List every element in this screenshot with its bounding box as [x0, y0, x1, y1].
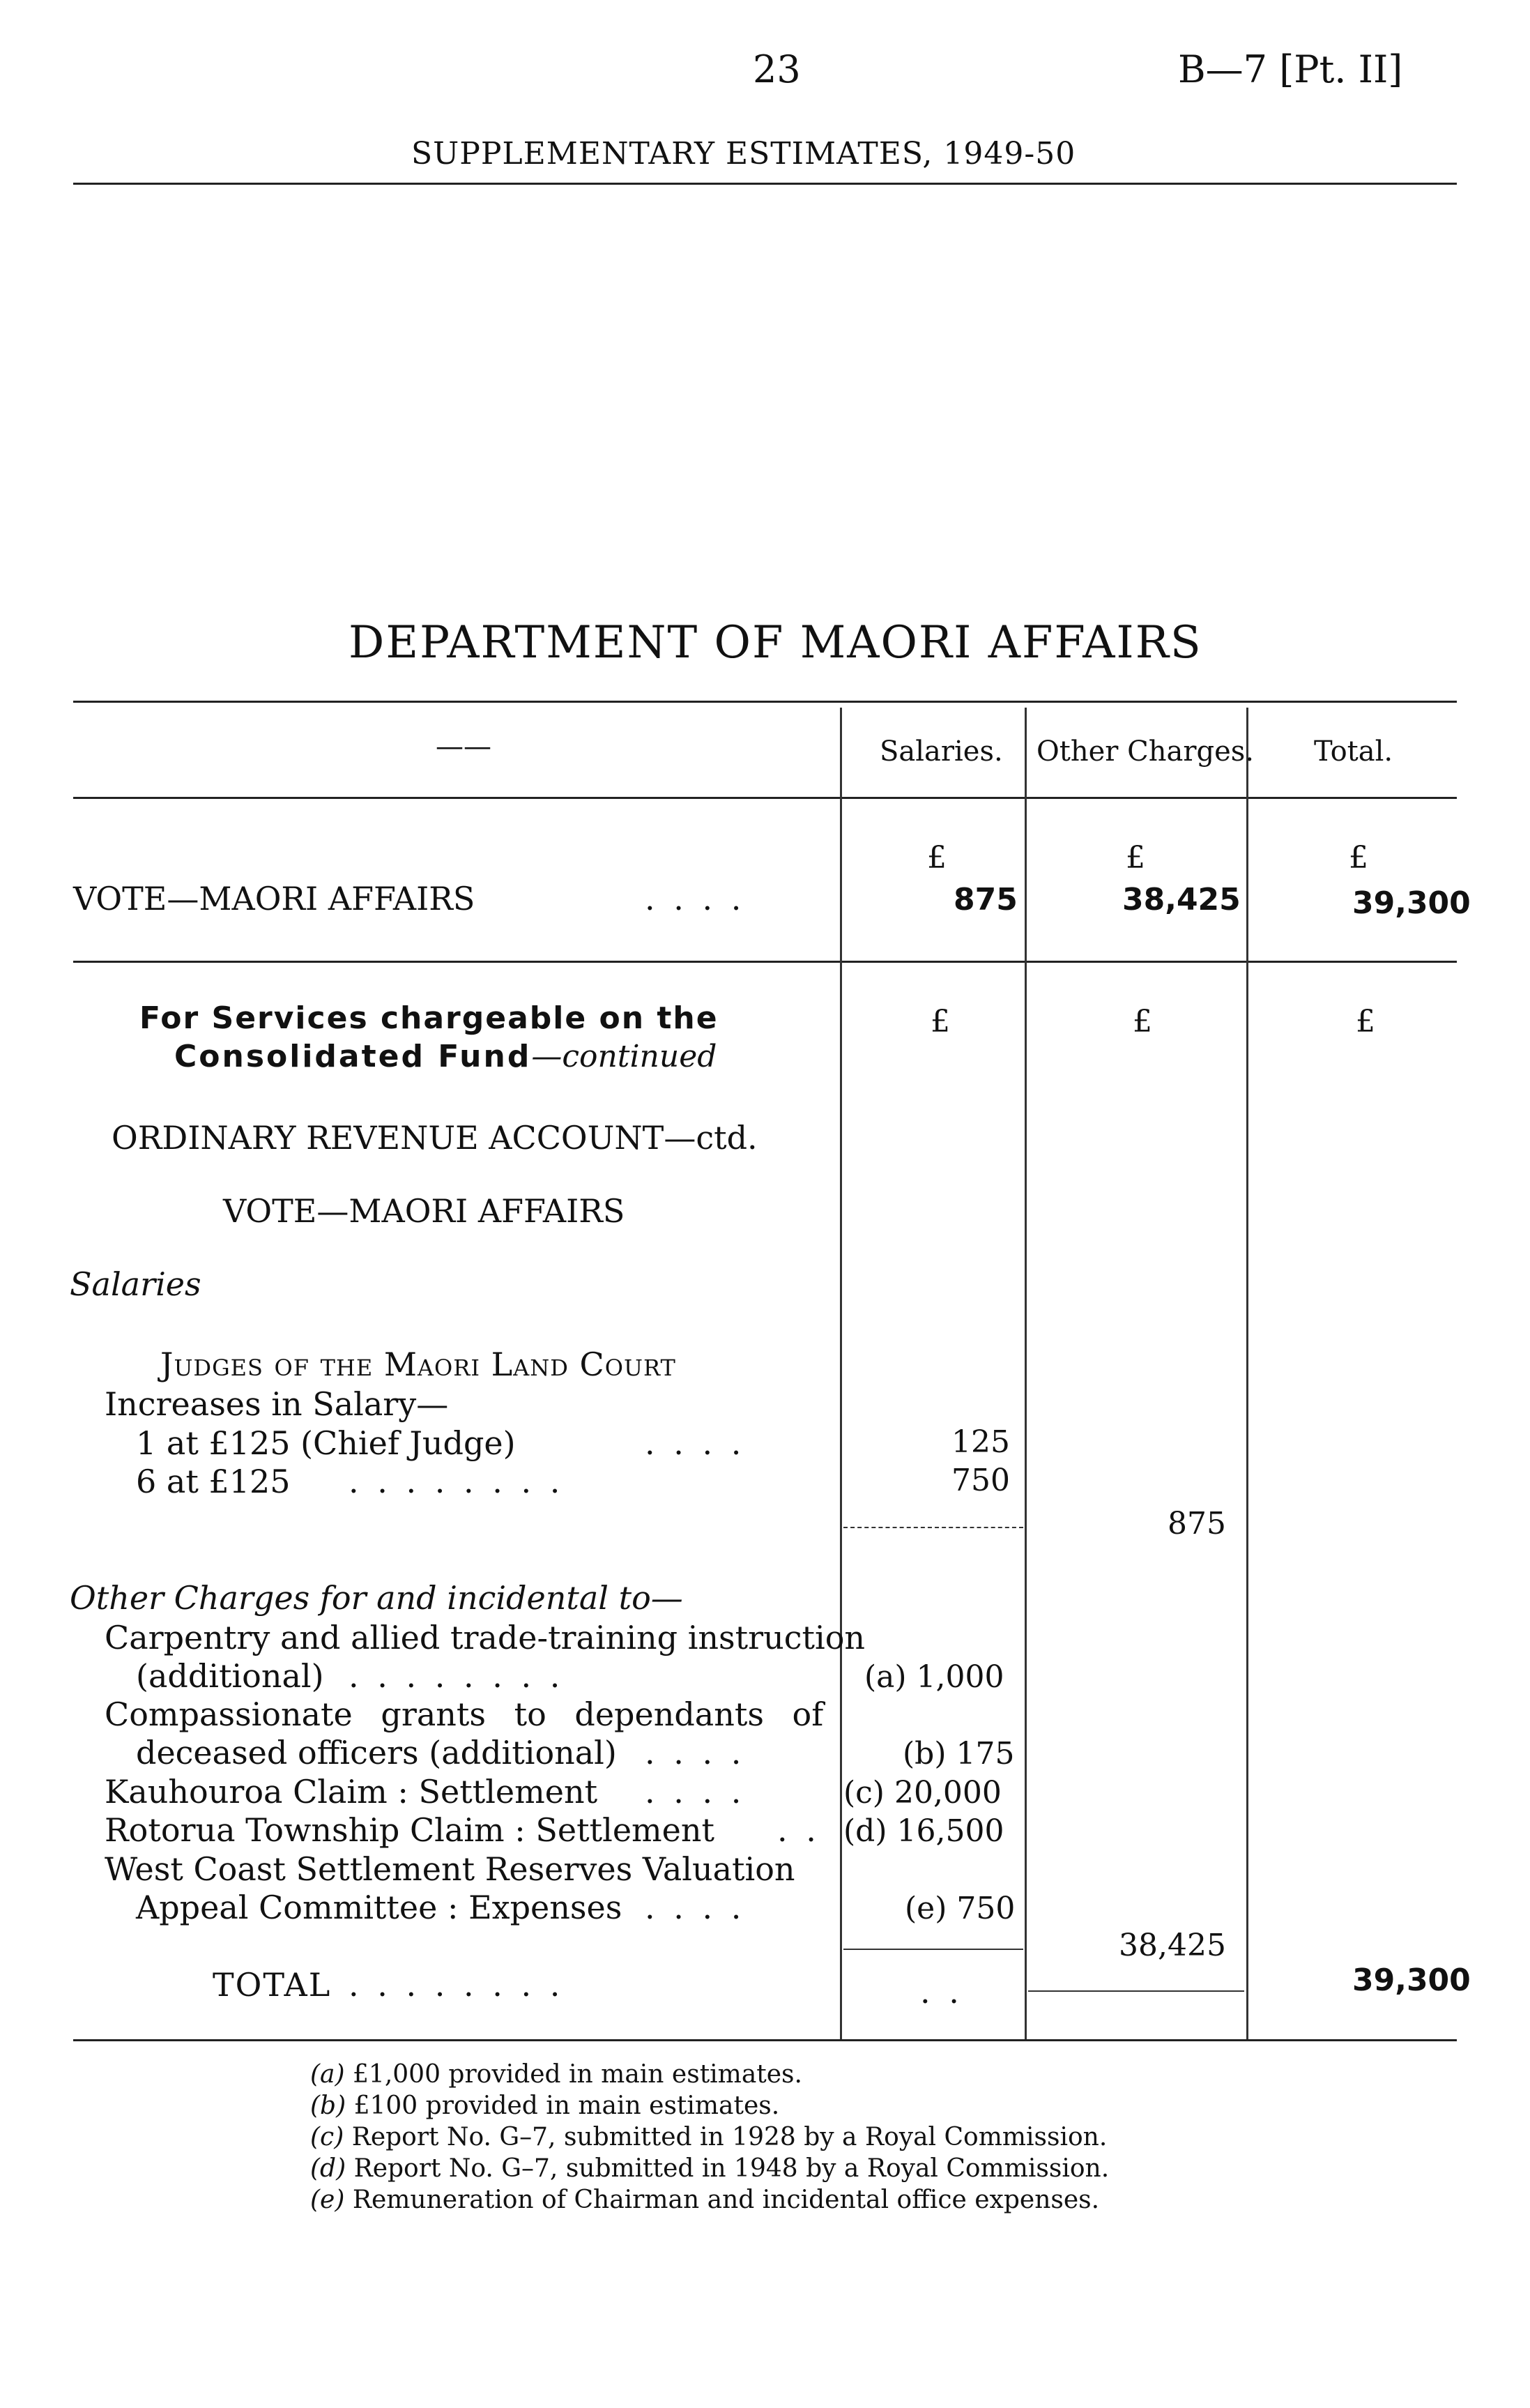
column-divider-2	[1025, 708, 1027, 2039]
department-heading: DEPARTMENT OF MAORI AFFAIRS	[349, 617, 1202, 669]
account-heading: ORDINARY REVENUE ACCOUNT—ctd.	[112, 1119, 758, 1157]
charge-item-line1: Rotorua Township Claim : Settlement	[105, 1811, 714, 1849]
salary-item-label: 1 at £125 (Chief Judge)	[136, 1424, 516, 1462]
salary-item-dots: . . . .	[645, 1424, 746, 1462]
total-dots: . . . . . . . .	[349, 1966, 565, 2004]
charge-item-line1: Kauhouroa Claim : Settlement	[105, 1773, 598, 1811]
charge-item-dots: . . . . . . . .	[349, 1657, 565, 1695]
vote-summary-dots: . . . .	[645, 880, 746, 917]
charge-item-line1: Compassionate grants to dependants of	[105, 1695, 824, 1733]
charge-item-dots: . . . .	[645, 1889, 746, 1926]
total-salaries-dots: . .	[920, 1973, 963, 2011]
section-currency-salaries: £	[931, 1004, 950, 1039]
column-divider-3	[1246, 708, 1248, 2039]
document-reference: B—7 [Pt. II]	[1178, 47, 1403, 91]
footnote-text: Report No. G–7, submitted in 1948 by a Royal Commission.	[353, 2154, 1110, 2183]
section-currency-total: £	[1356, 1004, 1375, 1039]
column-divider-1	[840, 708, 842, 2039]
stub-header: ——	[436, 731, 491, 763]
total-label: TOTAL	[213, 1966, 332, 2004]
other-charges-header: Other Charges.	[1036, 736, 1254, 768]
charge-item-line2: deceased officers (additional)	[136, 1734, 617, 1771]
header-rule	[73, 183, 1457, 185]
salaries-subtotal-rule	[843, 1527, 1023, 1528]
charge-item-dots: . .	[777, 1811, 820, 1849]
salaries-subtotal: 875	[1168, 1506, 1226, 1541]
footnote	[310, 2123, 1107, 2151]
summary-currency-other: £	[1126, 840, 1145, 876]
consolidated-fund-text: Consolidated Fund	[174, 1039, 532, 1074]
charge-item-line2: (additional)	[136, 1657, 324, 1695]
charge-item-line2: Appeal Committee : Expenses	[136, 1889, 622, 1926]
footnote	[310, 2091, 779, 2120]
charge-item-dots: . . . .	[645, 1773, 746, 1811]
footnote-mark: (c)	[310, 2123, 344, 2151]
salary-item-label: 6 at £125	[136, 1463, 291, 1500]
total-other-rule	[1028, 1990, 1244, 1992]
summary-total: 39,300	[1352, 885, 1471, 921]
footnote-text: £100 provided in main estimates.	[353, 2091, 780, 2120]
summary-currency-total: £	[1349, 840, 1368, 876]
summary-currency-salaries: £	[927, 840, 947, 876]
charge-item-line1: West Coast Settlement Reserves Valuation	[105, 1850, 795, 1888]
salary-item-amount: 125	[951, 1424, 1010, 1460]
table-header-rule	[73, 797, 1457, 799]
charge-item-amount: (e) 750	[905, 1891, 1016, 1926]
salaries-header: Salaries.	[880, 736, 1003, 768]
footnote	[310, 2154, 1109, 2183]
charge-item-line1: Carpentry and allied trade-training instruction	[105, 1619, 866, 1656]
vote-heading: VOTE—MAORI AFFAIRS	[223, 1192, 625, 1230]
grand-total: 39,300	[1352, 1963, 1471, 1998]
charge-item-amount: (a) 1,000	[864, 1659, 1004, 1695]
services-heading-line2	[174, 1039, 717, 1074]
charge-item-amount: (b) 175	[903, 1736, 1015, 1771]
footnote-mark: (d)	[310, 2154, 346, 2183]
summary-salaries: 875	[954, 882, 1018, 917]
footnote-mark: (e)	[310, 2186, 345, 2214]
increases-in-salary: Increases in Salary—	[105, 1385, 449, 1423]
total-header: Total.	[1314, 736, 1393, 768]
other-charges-subtotal: 38,425	[1119, 1928, 1226, 1963]
footnote-text: £1,000 provided in main estimates.	[353, 2060, 802, 2089]
table-top-rule	[73, 701, 1457, 703]
charge-item-amount: (d) 16,500	[843, 1813, 1004, 1849]
salary-item-amount: 750	[951, 1463, 1010, 1498]
table-bottom-rule	[73, 2039, 1457, 2041]
footnote	[310, 2186, 1099, 2214]
services-heading-line1: For Services chargeable on the	[139, 1000, 719, 1036]
page-title: SUPPLEMENTARY ESTIMATES, 1949-50	[411, 136, 1076, 172]
footnote-mark: (b)	[310, 2091, 346, 2120]
salary-item-dots: . . . . . . . .	[349, 1463, 565, 1500]
summary-bottom-rule	[73, 961, 1457, 963]
page-number: 23	[753, 47, 801, 91]
charge-item-amount: (c) 20,000	[843, 1775, 1002, 1811]
other-charges-subtotal-rule	[843, 1949, 1023, 1950]
footnote-text: Report No. G–7, submitted in 1928 by a Royal Commission.	[351, 2123, 1108, 2151]
vote-summary-label: VOTE—MAORI AFFAIRS	[73, 880, 475, 917]
charge-item-dots: . . . .	[645, 1734, 746, 1771]
continued-text: —continued	[531, 1039, 717, 1074]
summary-other-charges: 38,425	[1122, 882, 1241, 917]
other-charges-heading: Other Charges for and incidental to—	[70, 1579, 683, 1617]
footnote-mark: (a)	[310, 2060, 345, 2089]
footnote	[310, 2060, 802, 2089]
footnote-text: Remuneration of Chairman and incidental office expenses.	[352, 2186, 1100, 2214]
section-currency-other: £	[1133, 1004, 1152, 1039]
judges-subheading: Judges of the Maori Land Court	[160, 1346, 676, 1383]
salaries-heading: Salaries	[70, 1265, 201, 1303]
